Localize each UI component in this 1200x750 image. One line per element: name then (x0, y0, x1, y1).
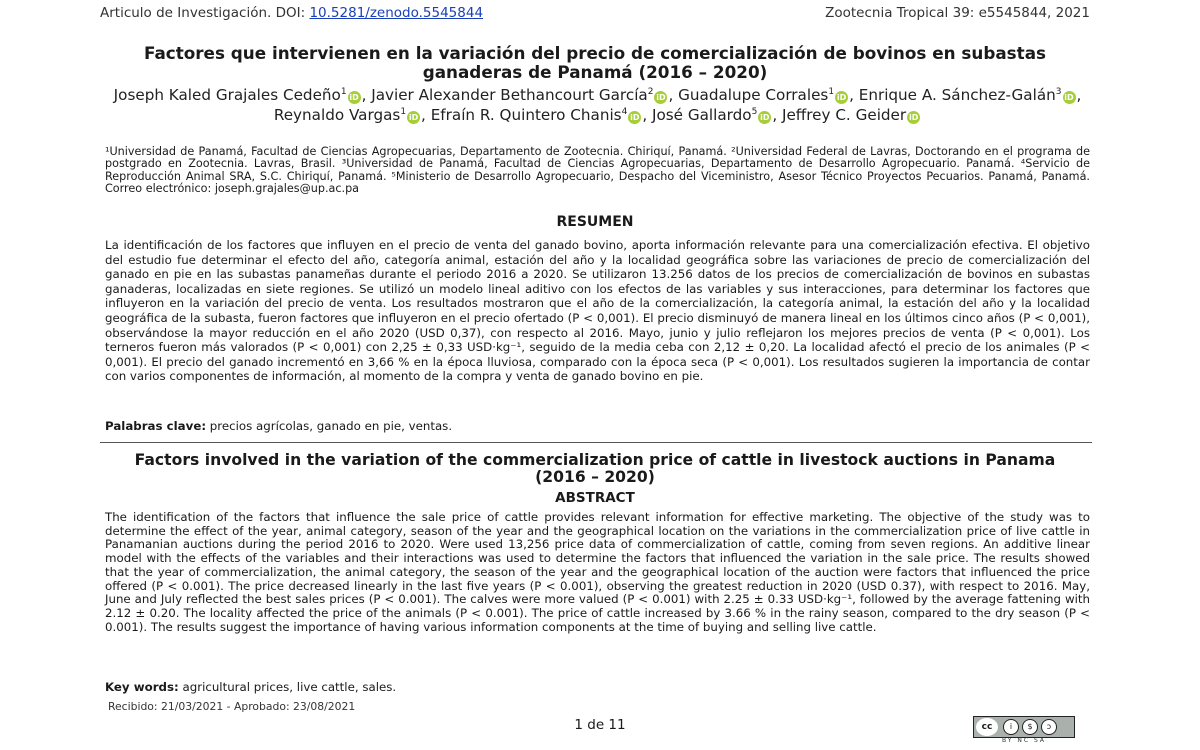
noncommercial-icon: $ (1022, 719, 1038, 735)
orcid-icon[interactable]: iD (630, 113, 640, 123)
orcid-icon[interactable]: iD (908, 113, 919, 123)
orcid-icon[interactable]: iD (408, 113, 419, 123)
author-separator: , (361, 86, 372, 105)
keywords-english (105, 680, 1090, 694)
orcid-icon[interactable]: iD (836, 93, 847, 103)
affiliation-mark: 2 (647, 87, 654, 97)
orcid-icon[interactable]: iD (349, 93, 359, 103)
resumen-body: La identificación de los factores que influyen en el precio de venta del ganado bovino, aporta información relevante para una comercialización efectiva. El objetivo del estudio fue determinar el efecto del año, categoría animal, estación del año y la localidad geográfica sobre las variaciones de precio de comercialización del ganado en pie en las subastas panameñas durante el periodo 2016 a 2020. Se utilizaron 13.256 datos de los precios de comercialización de bovinos en subastas ganaderas, localizadas en siete regiones. Se utilizó un modelo lineal aditivo con los efectos de las variables y sus interacciones, para determinar los factores que influyeron en la variación del precio de venta. Los resultados mostraron que el año de la comercialización, la categoría animal, la estación del año y la localidad geográfica de la subasta, fueron factores que influyeron en el precio ofertado (P < 0,001). El precio disminuyó de manera lineal en los últimos cinco años (P < 0,001), observándose la mayor reducción en el año 2020 (USD 0,37), con respecto al 2016. Mayo, junio y julio reflejaron los mejores precios de venta (P < 0,001). Los terneros fueron más valorados (P < 0,001) con 2,25 ± 0,33 USD·kg⁻¹, seguido de la media ceba con 2,12 ± 0,20. La localidad afectó el precio de los animales (P < 0,001). El precio del ganado incrementó en 3,66 % en la época lluviosa, comparado con la época seca (P < 0,001). Los resultados sugieren la importancia de contar con varios componentes de información, al momento de la compra y venta de ganado bovino en pie. (105, 238, 1090, 384)
title-english: Factors involved in the variation of the commercialization price of cattle in livestock auctions in Panama (2016 – 2020) (134, 451, 1056, 486)
author-name: Efraín R. Quintero Chanis (430, 106, 622, 125)
page-number: 1 de 11 (574, 717, 626, 733)
license-icons (1003, 719, 1057, 735)
sharealike-icon: ↄ (1041, 719, 1057, 735)
keywords-english-label: Key words: (105, 680, 179, 694)
author-separator: , (421, 106, 431, 125)
author-separator: , (849, 86, 859, 105)
author (431, 106, 652, 124)
author-name: Enrique A. Sánchez-Galán (858, 86, 1056, 105)
author-name: Reynaldo Vargas (273, 106, 401, 125)
keywords-spanish-label: Palabras clave: (105, 419, 207, 433)
creative-commons-license-badge[interactable] (973, 716, 1075, 744)
author-list (105, 84, 1090, 124)
orcid-icon[interactable]: iD (760, 113, 770, 123)
affiliation-mark: 1 (400, 107, 407, 118)
orcid-icon[interactable]: iD (1064, 93, 1074, 103)
author (652, 106, 782, 124)
author (859, 86, 1082, 104)
affiliation-mark: 1 (340, 87, 347, 97)
license-terms: BY NC SA (1002, 737, 1046, 744)
received-dates: Recibido: 21/03/2021 - Aprobado: 23/08/2021 (108, 700, 356, 713)
keywords-spanish (105, 419, 1090, 433)
orcid-icon[interactable]: iD (656, 93, 666, 103)
journal-citation: Zootecnia Tropical 39: e5545844, 2021 (825, 5, 1090, 21)
author-name: Guadalupe Corrales (678, 86, 829, 105)
author (371, 86, 678, 104)
author-separator: , (1076, 86, 1082, 105)
affiliation-mark: 4 (621, 107, 628, 118)
author (114, 86, 372, 104)
article-type-label: Articulo de Investigación. DOI: (100, 5, 310, 21)
abstract-heading: ABSTRACT (555, 490, 635, 506)
author-name: Joseph Kaled Grajales Cedeño (113, 86, 341, 105)
cc-icon: cc (976, 718, 998, 736)
author (782, 106, 921, 124)
doi-link[interactable]: 10.5281/zenodo.5545844 (309, 5, 484, 21)
abstract-body: The identification of the factors that influence the sale price of cattle provides relevant information for effective marketing. The objective of the study was to determine the effect of the year, animal category, season of the year and the geographical location on the variations in the commercialization price of live cattle in Panamanian auctions during the period 2016 to 2020. Were used 13,256 price data of commercialization of cattle, coming from seven regions. An additive linear model with the effects of the variables and their interactions was used to determine the factors that influenced the variation in the sale price. The results showed that the year of commercialization, the animal category, the season of the year and the geographical location of the auction were factors that influenced the price offered (P < 0.001). The price decreased linearly in the last five years (P < 0.001), observing the greatest reduction in 2020 (USD 0.37), with respect to 2016. May, June and July reflected the best sales prices (P < 0.001). The calves were more valued (P < 0.001) with 2.25 ± 0.33 USD·kg⁻¹, followed by the average fattening with 2.12 ± 0.20. The locality affected the price of the animals (P < 0.001). The price of cattle increased by 3.66 % in the rainy season, compared to the dry season (P < 0.001). The results suggest the importance of having various information components at the time of buying and selling live cattle. (105, 510, 1090, 634)
author-separator: , (668, 86, 679, 105)
affiliation-mark: 5 (751, 107, 758, 118)
running-header (100, 5, 1090, 21)
author-name: José Gallardo (651, 106, 752, 125)
resumen-heading: RESUMEN (556, 214, 634, 230)
affiliation-mark: 3 (1055, 87, 1062, 97)
author-separator: , (772, 106, 782, 125)
title-spanish: Factores que intervienen en la variación del precio de comercialización de bovinos en subastas ganaderas de Panamá (2016 – 2020) (143, 43, 1047, 82)
author (274, 106, 431, 124)
keywords-spanish-text: precios agrícolas, ganado en pie, ventas. (206, 419, 453, 433)
author-name: Javier Alexander Bethancourt García (371, 86, 648, 105)
author-name: Jeffrey C. Geider (781, 106, 907, 125)
article-type-doi (100, 5, 483, 21)
author-separator: , (642, 106, 652, 125)
affiliation-mark: 1 (828, 87, 835, 97)
keywords-english-text: agricultural prices, live cattle, sales. (178, 680, 397, 694)
attribution-icon: i (1003, 719, 1019, 735)
affiliations: ¹Universidad de Panamá, Facultad de Ciencias Agropecuarias, Departamento de Zootecnia. Chiriquí, Panamá. ²Universidad Federal de Lavras, Doctorando en el programa de postgrado en Zootecnia. Lavras, Brasil. ³Universidad de Panamá, Facultad de Ciencias Agropecuarias, Departamento de Desarrollo Agropecuario. Panamá. ⁴Servicio de Reproducción Animal SRA, S.C. Chiriquí, Panamá. ⁵Ministerio de Desarrollo Agropecuario, Despacho del Viceministro, Asesor Técnico Proyectos Pecuarios. Panamá, Panamá. Correo electrónico: joseph.grajales@up.ac.pa (105, 145, 1090, 196)
author (678, 86, 859, 104)
section-divider (100, 442, 1092, 443)
